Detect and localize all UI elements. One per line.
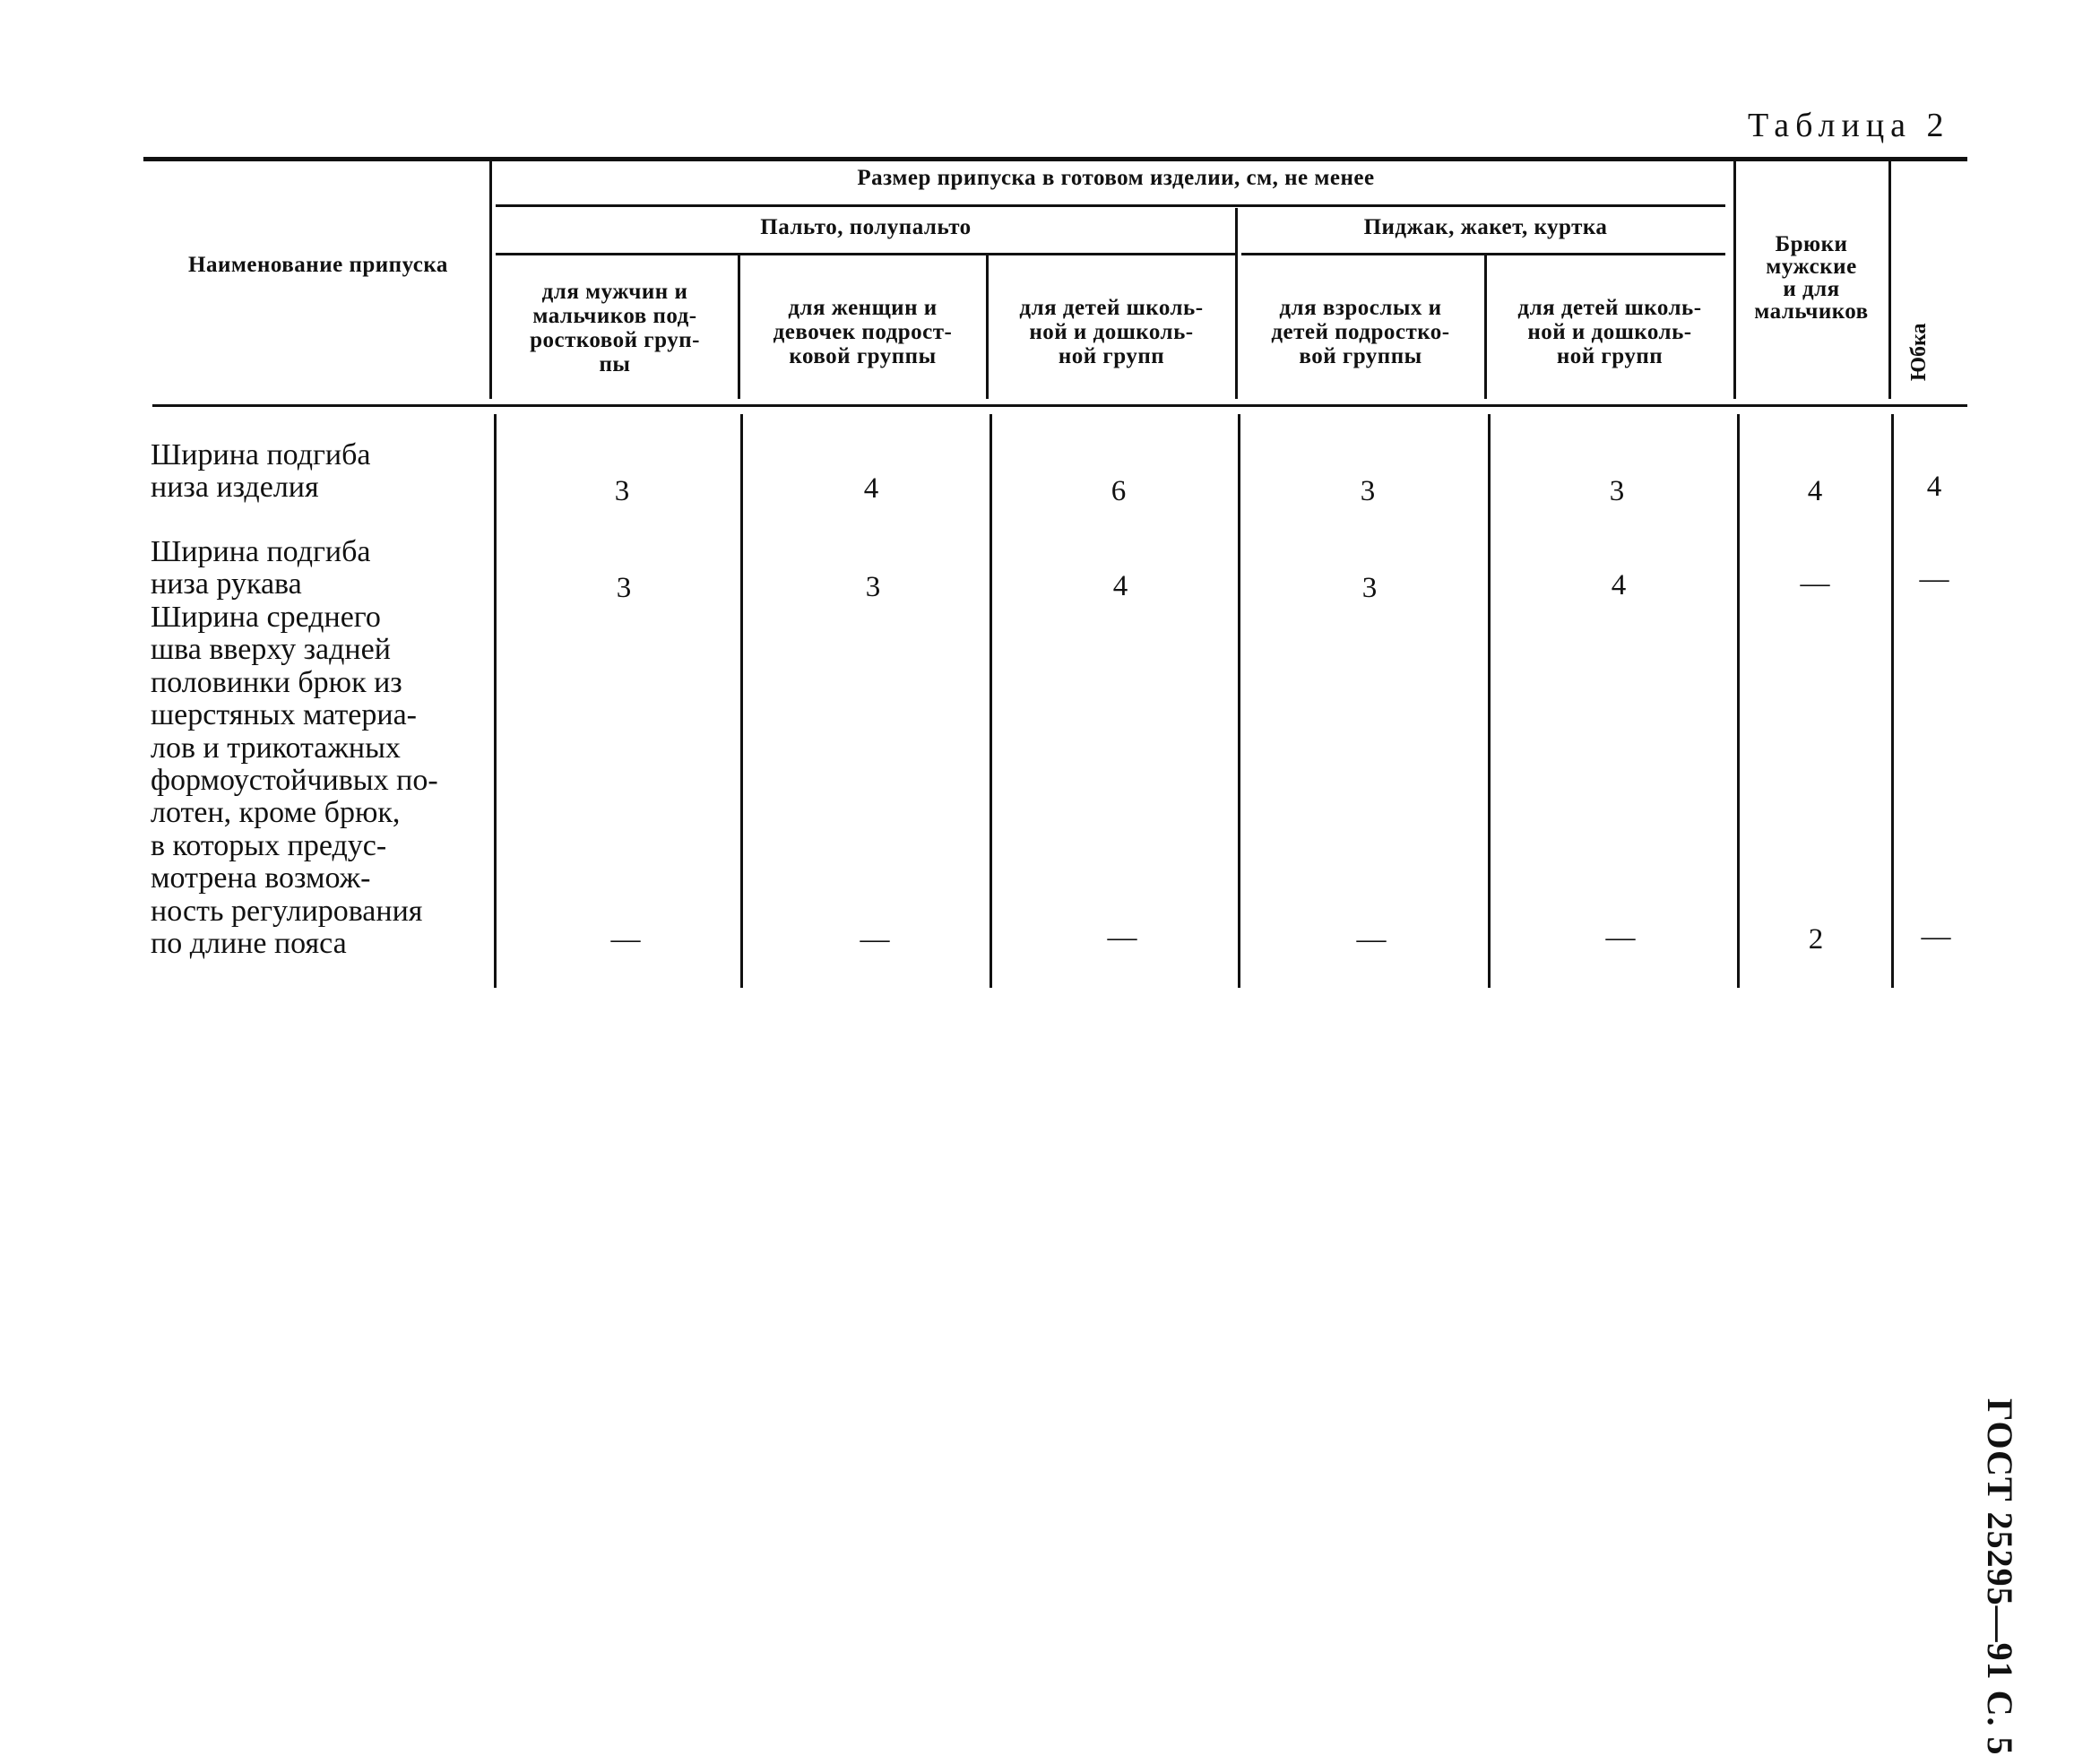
- row-label: Ширина подгиба низа рукава: [151, 535, 371, 601]
- row-label: Ширина среднего шва вверху задней половинки брюк из шерстяных материа- лов и трикотажных формоустойчивых по- лотен, кроме брюк, в которых предус- мотрена возмож- ность регулирования по длине пояса: [151, 601, 438, 961]
- header-trousers: Брюки мужские и для мальчиков: [1754, 232, 1869, 324]
- header-subcol-1: для мужчин и мальчиков под- ростковой груп- пы: [530, 280, 700, 376]
- table-cell: 4: [863, 472, 879, 505]
- header-name-column: Наименование припуска: [188, 253, 448, 277]
- table-cell: 3: [865, 571, 881, 603]
- table-cell: 6: [1110, 475, 1127, 507]
- table-cell: 2: [1808, 923, 1824, 956]
- table-cell: 3: [1360, 475, 1376, 507]
- table-cell: 4: [1611, 569, 1627, 601]
- header-subcol-2: для женщин и девочек подрост- ковой группы: [773, 296, 953, 368]
- header-subcol-3: для детей школь- ной и дошколь- ной групп: [1019, 296, 1204, 368]
- body-divider: [740, 414, 743, 988]
- header-skirt: Юбка: [1907, 323, 1931, 381]
- table-cell: —: [1605, 921, 1636, 954]
- body-divider: [494, 414, 497, 988]
- table-cell: 3: [1361, 572, 1378, 604]
- table-top-rule: [143, 157, 1967, 161]
- coat-group-rule: [496, 253, 1236, 255]
- header-main-group: Размер припуска в готовом изделии, см, не менее: [857, 166, 1375, 190]
- table-cell: —: [1356, 923, 1387, 956]
- table-cell: —: [860, 923, 890, 956]
- header-bottom-rule: [152, 404, 1967, 407]
- body-divider: [990, 414, 992, 988]
- header-jacket-group: Пиджак, жакет, куртка: [1363, 215, 1608, 239]
- table-cell: —: [1800, 567, 1830, 600]
- table-cell: 4: [1807, 475, 1823, 507]
- table-cell: 3: [1609, 475, 1625, 507]
- document-code: ГОСТ 25295—91 С. 5: [1980, 1398, 2020, 1756]
- jacket-group-rule: [1241, 253, 1725, 255]
- body-divider: [1737, 414, 1740, 988]
- table-cell: 3: [616, 572, 632, 604]
- table-cell: 4: [1112, 570, 1128, 602]
- header-divider: [489, 161, 492, 399]
- body-divider: [1488, 414, 1491, 988]
- table-cell: —: [610, 923, 641, 956]
- main-group-rule: [496, 204, 1725, 207]
- table-title: Таблица 2: [1748, 107, 1950, 144]
- row-label: Ширина подгиба низа изделия: [151, 438, 371, 505]
- header-subcol-4: для взрослых и детей подростко- вой группы: [1271, 296, 1450, 368]
- table-cell: —: [1919, 563, 1949, 595]
- table-cell: 4: [1926, 471, 1942, 503]
- table-cell: —: [1107, 921, 1137, 954]
- table-cell: —: [1921, 921, 1951, 953]
- body-divider: [1238, 414, 1240, 988]
- header-subcol-5: для детей школь- ной и дошколь- ной групп: [1517, 296, 1702, 368]
- table-cell: 3: [614, 475, 630, 507]
- header-divider: [1888, 161, 1891, 399]
- header-coat-group: Пальто, полупальто: [760, 215, 972, 239]
